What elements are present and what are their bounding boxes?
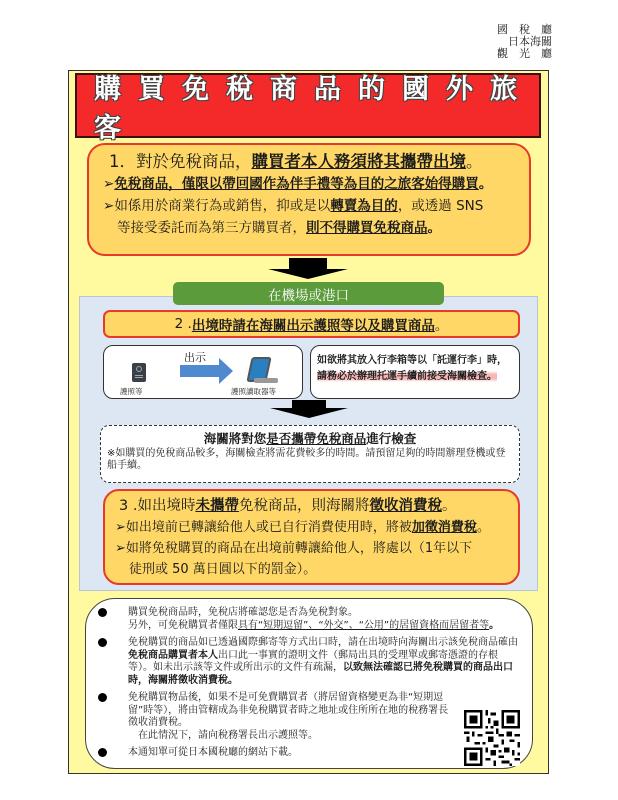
page-title: 購買免稅商品的國外旅客: [94, 73, 534, 144]
bullet-text: 如出境前已轉讓給他人或已自行消費使用時，將被: [125, 520, 412, 535]
bullet-text: 如係用於商業行為或銷售，抑或是以: [114, 198, 331, 214]
arrow-bullet-icon: ➢: [115, 541, 126, 556]
section-3-bullet-1: [115, 517, 510, 538]
bullet-emphasis: 加徵消費稅: [411, 520, 477, 535]
bullet-dot-icon: [98, 608, 107, 617]
note-item: [98, 637, 520, 687]
note-text: 本通知單可從日本國稅廳的網站下載。: [128, 747, 298, 758]
bullet-emphasis: 免稅商品，僅限以帶回國作為伴手禮等為目的之旅客始得購買: [114, 176, 479, 192]
section-3-box: [103, 489, 520, 585]
note-emphasis: 免稅商品購買者本人: [128, 649, 218, 661]
arrow-bullet-icon: ➢: [103, 176, 115, 192]
airport-tab-label: 在機場或港口: [268, 287, 349, 304]
arrow-bullet-icon: ➢: [115, 520, 126, 535]
heading-emphasis: 出境時請在海關出示護照等以及購買商品: [191, 318, 435, 334]
note-text: 在此情況下，請向稅務署長出示護照等。: [138, 729, 318, 741]
heading-punct: 。: [441, 498, 457, 514]
qr-code-icon[interactable]: [464, 710, 520, 766]
bullet-emphasis: 轉賣為目的: [330, 198, 398, 214]
note-item: [98, 607, 520, 632]
right-arrow-head-icon: [219, 358, 233, 384]
bullet-dot-icon: [98, 693, 107, 702]
heading-text: 2 .: [174, 316, 192, 332]
note-text: 購買免稅商品時，免稅店將確認您是否為免稅對象。: [128, 607, 358, 618]
present-label: 出示: [184, 351, 206, 364]
section-3-bullet-2-cont: 徒刑或 50 萬日圓以下的罰金）。: [129, 562, 317, 577]
customs-inspection-box: [100, 425, 520, 483]
page-title-banner: [75, 73, 541, 144]
heading-text: 進行檢查: [366, 431, 417, 446]
section-1-bullet-1: [103, 173, 519, 195]
section-1-bullet-2-cont: [103, 217, 519, 239]
bullet-dot-icon: [98, 638, 107, 647]
arrow-bullet-icon: ➢: [103, 198, 115, 214]
heading-emphasis: 徵收消費稅: [369, 498, 442, 514]
section-2-box: [103, 310, 520, 338]
heading-text: 免稅商品，則海關將: [238, 498, 370, 514]
note-punct: 。: [228, 674, 238, 686]
note-emphasis: 以致無法確認已將免稅購買的商品出口時，海關將徵收消費稅: [128, 662, 513, 686]
agency-header: [482, 24, 552, 60]
airport-tab: [173, 282, 444, 305]
bullet-punct: 。: [427, 220, 441, 236]
note-text-underlined: 具有“短期逗留”、“外交”、“公用”的居留資格而居留者等: [238, 619, 490, 631]
inspection-heading: [107, 430, 513, 448]
down-arrow-head-icon: [270, 408, 348, 418]
section-1-bullet-2: [103, 195, 519, 217]
passport-label: 護照等: [120, 387, 143, 396]
heading-emphasis: 是否攜帶免稅商品: [266, 431, 367, 446]
heading-emphasis: 購買者本人務須將其攜帶出境: [251, 152, 466, 171]
bullet-dot-icon: [98, 748, 107, 757]
bullet-text: 等接受委託而為第三方購買者，: [117, 220, 306, 236]
note-item: [98, 747, 520, 760]
heading-text: 1．對於免稅商品，: [109, 152, 252, 171]
note-item: [98, 692, 520, 742]
inspection-note: ※如購買的免稅商品較多，海關檢查將需花費較多的時間。請預留足夠的時間辦理登機或登船手續。: [107, 448, 506, 471]
note-text: 出口此一事實的證明文件（郵局出具的受理單或郵寄憑證的存根等）。如未出示該等文件或所出示的文件有疏漏，: [128, 649, 498, 673]
bullet-text: 如將免稅購買的商品在出境前轉讓給他人，將處以（1年以下: [125, 541, 473, 556]
bullet-emphasis: 則不得購買免稅商品: [306, 220, 428, 236]
agency-line-nta: 國 稅 廳: [497, 23, 552, 36]
agency-line-customs: 日本海關: [508, 35, 552, 48]
heading-emphasis: 未攜帶: [195, 498, 239, 514]
down-arrow-head-icon: [268, 269, 348, 279]
passport-presentation-box: [103, 345, 303, 399]
right-arrow-icon: [180, 365, 220, 377]
heading-punct: 。: [434, 318, 449, 334]
checked-baggage-line-2: 請務必於辦理托運手續前接受海關檢查。: [317, 371, 497, 382]
section-3-bullet-2: [115, 538, 510, 559]
note-text: 免稅購買物品後，如果不是可免費購買者（將居留資格變更為非“短期逗留”時等），將由管轄成為非免稅購買者時之地址或住所所在地的稅務署長徵收消費稅。: [128, 692, 449, 728]
heading-punct: 。: [466, 152, 483, 171]
bullet-text: ，或透過 SNS: [397, 198, 484, 214]
note-text: [128, 620, 520, 633]
section-1-box: [87, 143, 531, 256]
checked-baggage-line-1: 如欲將其放入行李箱等以「託運行李」時，: [317, 355, 507, 366]
section-3-heading: [119, 496, 510, 517]
reader-label: 護照讀取器等: [231, 387, 276, 396]
note-text-part: 另外，可免稅購買者僅限: [128, 619, 238, 631]
agency-line-tourism: 觀 光 廳: [497, 47, 552, 60]
checked-baggage-notice: [310, 345, 520, 399]
note-text: 免稅購買的商品如已透過國際郵寄等方式出口時，請在出境時向海關出示該免稅商品確由: [128, 637, 518, 648]
section-1-heading: [109, 151, 519, 173]
passport-icon: [132, 363, 146, 382]
heading-text: 海關將對您: [203, 431, 267, 446]
reader-base: [254, 378, 278, 383]
bullet-punct: 。: [478, 176, 493, 192]
heading-text: 3 .如出境時: [119, 498, 196, 514]
bullet-punct: 。: [476, 520, 490, 535]
note-punct: 。: [489, 619, 500, 631]
